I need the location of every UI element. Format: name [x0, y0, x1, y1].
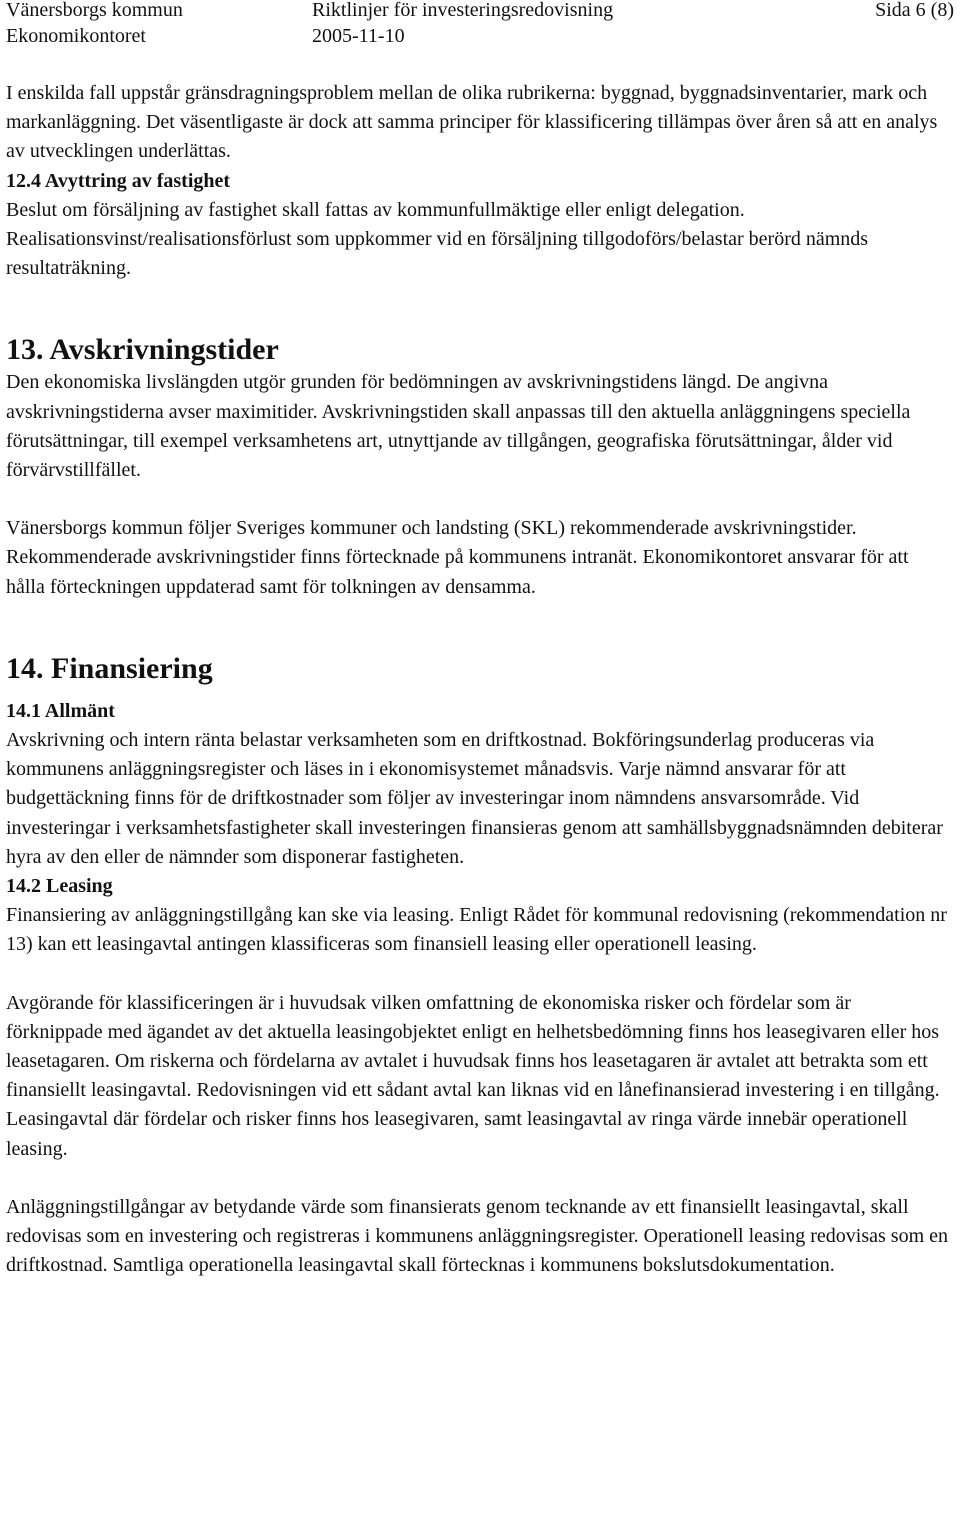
heading-13: 13. Avskrivningstider	[6, 333, 279, 367]
paragraph-13-1: Den ekonomiska livslängden utgör grunden för bedömningen av avskrivningstidens längd. De angivna avskrivningstiderna avser maximitider. Avskrivningstiden skall anpassas till den aktuella anläggningens speciella förutsättningar, till exempel verksamhetens art, utnyttjande av tillgången, geografiska förutsättningar, ålder vid förvärvstillfället.	[6, 371, 911, 482]
heading-14-1: 14.1 Allmänt	[6, 699, 115, 722]
header-date: 2005-11-10	[312, 25, 405, 47]
heading-14: 14. Finansiering	[6, 651, 213, 685]
header-municipality: Vänersborgs kommun	[6, 0, 183, 21]
document-body	[6, 79, 952, 1281]
heading-14-2: 14.2 Leasing	[6, 875, 113, 898]
paragraph-14-2-2: Avgörande för klassificeringen är i huvudsak vilken omfattning de ekonomiska risker och fördelar som är förknippade med ägandet av det aktuella leasingobjektet enligt en helhetsbedömning finns hos leasegivaren eller hos leasetagaren. Om riskerna och fördelarna av avtalet i huvudsak finns hos leasetagaren är avtalet att betrakta som ett finansiellt leasingavtal. Redovisningen vid ett sådant avtal kan liknas vid en lånefinansierad investering i en tillgång. Leasingavtal där fördelar och risker finns hos leasegivaren, samt leasingavtal av ringa värde innebär operationell leasing.	[6, 991, 940, 1160]
header-document-title: Riktlinjer för investeringsredovisning	[312, 0, 614, 21]
header-department: Ekonomikontoret	[6, 25, 146, 47]
paragraph-14-2-1: Finansiering av anläggningstillgång kan ske via leasing. Enligt Rådet för kommunal redovisning (rekommendation nr 13) kan ett leasingavtal antingen klassificeras som finansiell leasing eller operationell leasing.	[6, 904, 947, 956]
paragraph-14-2-3: Anläggningstillgångar av betydande värde som finansierats genom tecknande av ett finansiellt leasingavtal, skall redovisas som en investering och registreras i kommunens anläggningsregister. Operationell leasing redovisas som en driftkostnad. Samtliga operationella leasingavtal skall förtecknas i kommunens bokslutsdokumentation.	[6, 1195, 949, 1277]
paragraph-13-2: Vänersborgs kommun följer Sveriges kommuner och landsting (SKL) rekommenderade avskrivningstider. Rekommenderade avskrivningstider finns förtecknade på kommunens intranät. Ekonomikontoret ansvarar för att hålla förteckningen uppdaterad samt för tolkningen av densamma.	[6, 517, 909, 598]
heading-12-4: 12.4 Avyttring av fastighet	[6, 169, 231, 192]
paragraph-12-4: Beslut om försäljning av fastighet skall fattas av kommunfullmäktige eller enligt delegation. Realisationsvinst/realisationsförlust som uppkommer vid en försäljning tillgodoförs/belastar berörd nämnds resultaträkning.	[6, 198, 869, 280]
intro-paragraph: I enskilda fall uppstår gränsdragningsproblem mellan de olika rubrikerna: byggnad, byggnadsinventarier, mark och markanläggning. Det väsentligaste är dock att samma principer för klassificering tillämpas över åren så att en analys av utvecklingen underlättas.	[6, 82, 938, 163]
header-page-number: Sida 6 (8)	[875, 0, 954, 21]
paragraph-14-1: Avskrivning och intern ränta belastar verksamheten som en driftkostnad. Bokföringsunderlag produceras via kommunens anläggningsregister och läses in i ekonomisystemet månadsvis. Varje nämnd ansvarar för att budgettäckning finns för de driftkostnader som följer av investeringar inom nämndens ansvarsområde. Vid investeringar i verksamhetsfastigheter skall investeringen finansieras genom att samhällsbyggnadsnämnden debiterar hyra av den eller de nämnder som disponerar fastigheten.	[6, 729, 943, 868]
